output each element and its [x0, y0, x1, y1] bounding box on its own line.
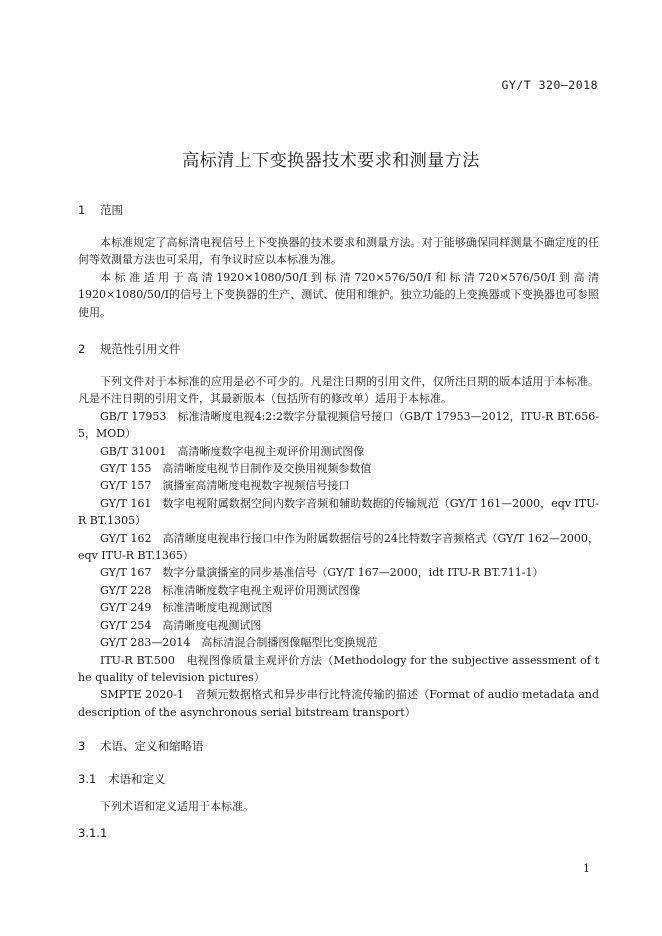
paragraph: 下列术语和定义适用于本标准。 — [100, 800, 254, 813]
reference-item: GY/T 228 标准清晰度数字电视主观评价用测试图像 — [100, 583, 361, 597]
section-number: 2 — [78, 342, 86, 356]
section-number: 3.1.1 — [78, 826, 108, 840]
reference-item: GY/T 283—2014 高标清混合制播图像幅型比变换规范 — [100, 636, 378, 650]
reference-item: GB/T 31001 高清晰度数字电视主观评价用测试图像 — [100, 444, 365, 458]
section-3-1-1-heading — [78, 826, 107, 840]
section-3-1-body — [78, 798, 599, 815]
standard-code: GY/T 320—2018 — [501, 78, 598, 92]
reference-item: GY/T 155 高清晰度电视节目制作及交换用视频参数值 — [100, 462, 372, 476]
reference-item: GY/T 249 标准清晰度电视测试图 — [100, 601, 273, 615]
section-2-body — [78, 373, 599, 721]
section-1-body — [78, 234, 599, 321]
reference-item: GY/T 167 数字分量演播室的同步基准信号（GY/T 167—2000，idt ITU-R BT.711-1） — [100, 566, 544, 580]
section-number: 1 — [78, 203, 86, 217]
reference-item: GB/T 17953 标准清晰度电视4:2:2数字分量视频信号接口（GB/T 17953—2012，ITU-R BT.656-5，MOD） — [78, 409, 599, 441]
section-number: 3 — [78, 739, 86, 753]
section-title: 规范性引用文件 — [100, 342, 181, 356]
reference-item: GY/T 254 高清晰度电视测试图 — [100, 618, 262, 632]
section-title: 术语、定义和缩略语 — [100, 739, 204, 753]
reference-item: GY/T 157 演播室高清晰度电视数字视频信号接口 — [100, 479, 350, 493]
paragraph: 本标准适用于高清1920×1080/50/I到标清720×576/50/I和标清720×576/50/I到高清1920×1080/50/I的信号上下变换器的生产、测试、使用和维护。独立功能的上变换器或下变换器也可参照使用。 — [78, 270, 599, 319]
section-number: 3.1 — [78, 772, 97, 786]
reference-item: ITU-R BT.500 电视图像质量主观评价方法（Methodology for the subjective assessment of the quality of television pictures） — [78, 653, 599, 684]
document-title: 高标清上下变换器技术要求和测量方法 — [182, 151, 480, 171]
reference-item: GY/T 161 数字电视附属数据空间内数字音频和辅助数据的传输规范（GY/T 161—2000，eqv ITU-R BT.1305） — [78, 496, 599, 528]
section-1-heading — [78, 202, 123, 218]
paragraph: 下列文件对于本标准的应用是必不可少的。凡是注日期的引用文件，仅所注日期的版本适用于本标准。凡是不注日期的引用文件，其最新版本（包括所有的修改单）适用于本标准。 — [78, 375, 599, 406]
section-3-heading — [78, 738, 204, 754]
reference-item: SMPTE 2020-1 音频元数据格式和异步串行比特流传输的描述（Format of audio metadata and description of the asynchronous serial bitstream transport） — [78, 688, 599, 719]
section-title: 范围 — [100, 203, 123, 217]
page-number: 1 — [583, 862, 590, 875]
reference-item: GY/T 162 高清晰度电视串行接口中作为附属数据信号的24比特数字音频格式（GY/T 162—2000，eqv ITU-R BT.1365） — [78, 531, 599, 563]
section-2-heading — [78, 341, 181, 357]
section-3-1-heading — [78, 771, 166, 787]
paragraph: 本标准规定了高标清电视信号上下变换器的技术要求和测量方法。对于能够确保同样测量不确定度的任何等效测量方法也可采用，有争议时应以本标准为准。 — [78, 236, 599, 267]
section-title: 术语和定义 — [108, 772, 166, 786]
